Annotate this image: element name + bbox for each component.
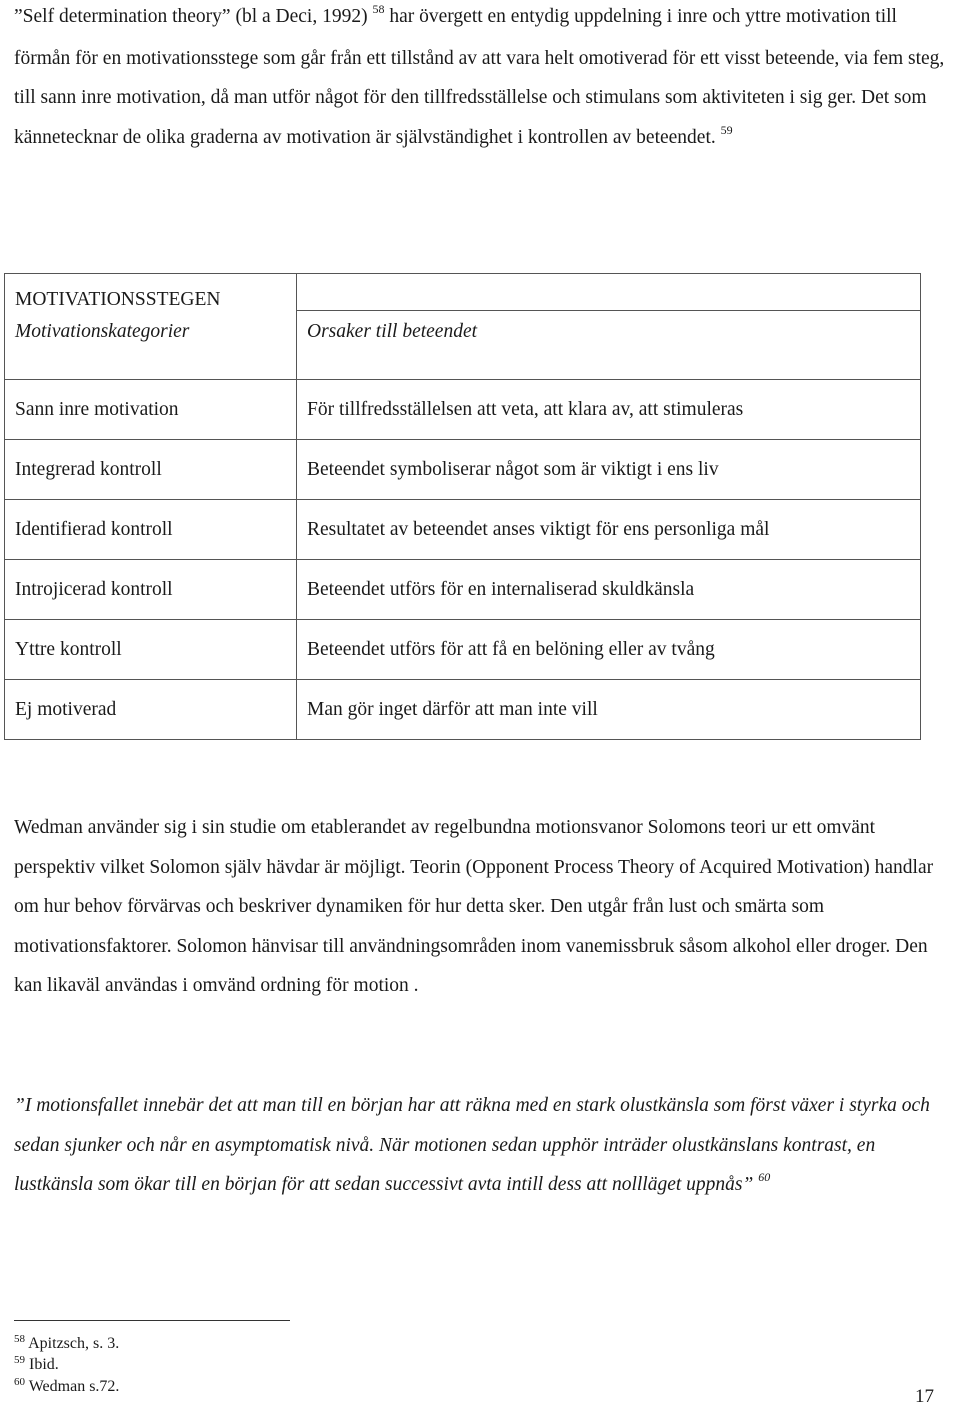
table-row	[5, 560, 921, 620]
table-row	[5, 380, 921, 440]
footnote-text: Ibid.	[29, 1356, 59, 1373]
reason-cell: För tillfredsställelsen att veta, att klara av, att stimuleras	[297, 380, 921, 440]
footnote-number: 58	[14, 1333, 25, 1345]
reason-cell: Beteendet symboliserar något som är viktigt i ens liv	[297, 440, 921, 500]
footnote-ref-58[interactable]: 58	[372, 2, 385, 16]
category-cell: Yttre kontroll	[5, 620, 297, 680]
col-header-reasons: Orsaker till beteendet	[297, 311, 921, 380]
category-cell: Ej motiverad	[5, 680, 297, 740]
category-cell: Sann inre motivation	[5, 380, 297, 440]
category-cell: Integrerad kontroll	[5, 440, 297, 500]
footnote-ref-60[interactable]: 60	[758, 1170, 771, 1185]
table-title: MOTIVATIONSSTEGEN	[15, 288, 221, 310]
category-cell: Identifierad kontroll	[5, 500, 297, 560]
col-header-categories: Motivationskategorier	[5, 311, 297, 380]
table-title-cell	[5, 274, 297, 311]
quote-paragraph	[14, 1086, 958, 1207]
footnote-number: 60	[14, 1376, 25, 1388]
table-title-spacer	[297, 274, 921, 311]
footnote-59	[14, 1355, 59, 1376]
footnote-separator	[14, 1320, 290, 1321]
table-row	[5, 500, 921, 560]
motivation-ladder-table	[4, 273, 921, 740]
table-row	[5, 620, 921, 680]
wedman-paragraph: Wedman använder sig i sin studie om etablerandet av regelbundna motionsvanor Solomons teori ur ett omvänt perspektiv vilket Solomon själv hävdar är möjligt. Teorin (Opponent Process Theory of Acquired Motivation) handlar om hur behov förvärvas och beskriver dynamiken för hur detta sker. Den utgår från lust och smärta som motivationsfaktorer. Solomon hänvisar till användningsområden inom vanemissbruk såsom alkohol eller droger. Den kan likaväl användas i omvänd ordning för motion .	[14, 817, 934, 997]
page-number: 17	[915, 1386, 934, 1407]
reason-cell: Beteendet utförs för att få en belöning eller av tvång	[297, 620, 921, 680]
footnote-number: 59	[14, 1354, 25, 1366]
intro-text-rest: har övergett en entydig uppdelning i inre och yttre motivation till förmån för en motivationsstege som går från ett tillstånd av att vara helt omotiverad för ett visst beteende, via fem steg, till sann inre motivation, då man utför något för den tillfredsställelse och stimulans som aktiviteten i sig ger. Det som kännetecknar de olika graderna av motivation är självständighet i kontrollen av beteendet.	[14, 6, 945, 148]
footnote-text: Apitzsch, s. 3.	[28, 1335, 120, 1352]
category-cell: Introjicerad kontroll	[5, 560, 297, 620]
footnote-60	[14, 1377, 119, 1398]
footnote-text: Wedman s.72.	[28, 1378, 120, 1395]
intro-paragraph	[14, 0, 958, 159]
reason-cell: Resultatet av beteendet anses viktigt för ens personliga mål	[297, 500, 921, 560]
reason-cell: Man gör inget därför att man inte vill	[297, 680, 921, 740]
quote-text: ”I motionsfallet innebär det att man till en början har att räkna med en stark olustkänsla som först växer i styrka och sedan sjunker och når en asymptomatisk nivå. När motionen sedan upphör inträder olustkänslans kontrast, en lustkänsla som ökar till en början för att sedan successivt avta intill dess att nollläget uppnås”	[14, 1095, 930, 1196]
table-row	[5, 440, 921, 500]
reason-cell: Beteendet utförs för en internaliserad skuldkänsla	[297, 560, 921, 620]
footnote-58	[14, 1334, 119, 1355]
footnote-ref-59[interactable]: 59	[720, 122, 733, 137]
intro-text-start: ”Self determination theory” (bl a Deci, 1992)	[14, 6, 368, 27]
table-row	[5, 680, 921, 740]
